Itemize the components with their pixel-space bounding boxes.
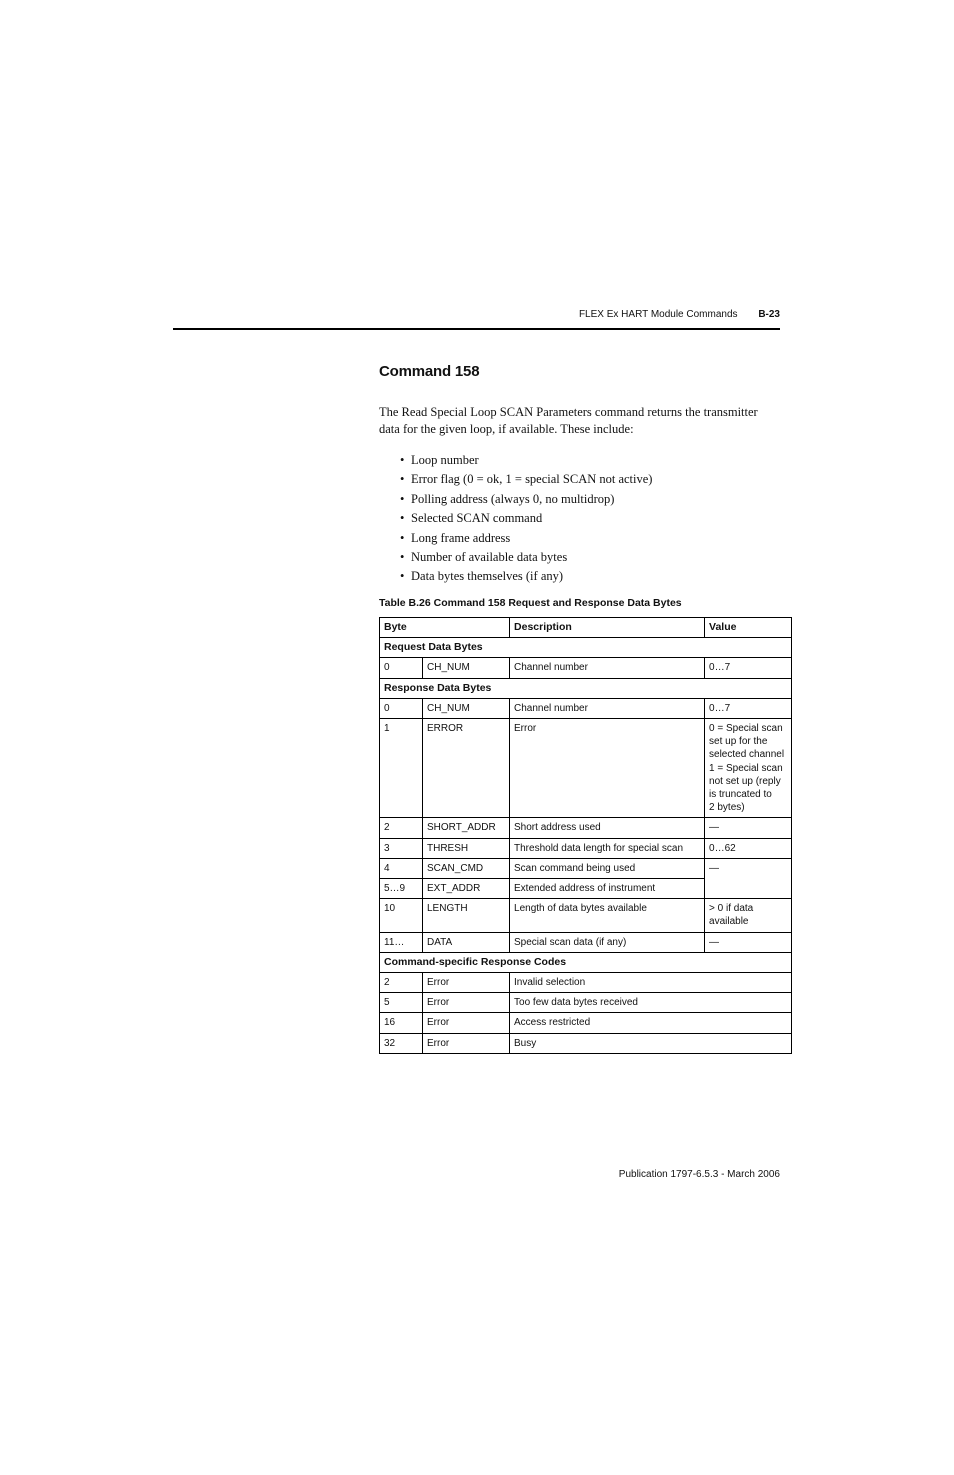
cell-name: SCAN_CMD	[423, 858, 510, 878]
value-line: available	[709, 916, 749, 928]
cell-name: CH_NUM	[423, 658, 510, 678]
cell-description: Access restricted	[510, 1013, 792, 1033]
table-row	[380, 818, 792, 838]
bullet-icon: •	[400, 530, 405, 545]
page-number: B-23	[758, 309, 780, 320]
bullet-icon: •	[400, 491, 405, 506]
cell-byte: 2	[380, 818, 423, 838]
intro-paragraph: The Read Special Loop SCAN Parameters command returns the transmitter data for the given loop, if available. These include:	[379, 405, 758, 436]
cell-value: —	[705, 818, 792, 838]
cell-name: SHORT_ADDR	[423, 818, 510, 838]
cell-description: Channel number	[510, 698, 705, 718]
cell-name: ERROR	[423, 719, 510, 818]
bullet-list	[400, 451, 652, 587]
list-item-text: Number of available data bytes	[411, 549, 568, 564]
cell-code: 2	[380, 973, 423, 993]
value-line: 0 = Special scan	[709, 723, 783, 735]
list-item	[400, 567, 652, 586]
cell-name: THRESH	[423, 838, 510, 858]
table-header-row	[380, 618, 792, 638]
cell-byte: 5…9	[380, 879, 423, 899]
header-rule	[173, 328, 780, 330]
table-row	[380, 899, 792, 932]
cell-name: DATA	[423, 932, 510, 952]
list-item-text: Loop number	[411, 453, 479, 467]
cell-byte: 4	[380, 858, 423, 878]
header-value: Value	[705, 618, 792, 638]
header-description: Description	[510, 618, 705, 638]
cell-class: Error	[423, 973, 510, 993]
list-item	[400, 490, 652, 509]
value-line: 2 bytes)	[709, 802, 745, 814]
running-head	[173, 309, 780, 329]
list-item-text: Error flag (0 = ok, 1 = special SCAN not active)	[411, 472, 653, 487]
cell-description: Busy	[510, 1033, 792, 1053]
bullet-icon: •	[400, 569, 405, 584]
cell-name: CH_NUM	[423, 698, 510, 718]
command-title: Command 158	[379, 363, 480, 380]
cell-description: Error	[510, 719, 705, 818]
cell-description: Length of data bytes available	[510, 899, 705, 932]
list-item	[400, 509, 652, 528]
section-row-response	[380, 678, 792, 698]
list-item-text: Data bytes themselves (if any)	[411, 569, 564, 584]
table-caption: Table B.26 Command 158 Request and Response Data Bytes	[379, 597, 682, 609]
section-label: Request Data Bytes	[380, 638, 792, 658]
header-byte: Byte	[380, 618, 510, 638]
cell-description: Short address used	[510, 818, 705, 838]
cell-class: Error	[423, 1033, 510, 1053]
cell-byte: 0	[380, 698, 423, 718]
table-row	[380, 698, 792, 718]
cell-class: Error	[423, 1013, 510, 1033]
cell-value: 0…62	[705, 838, 792, 858]
cell-description: Channel number	[510, 658, 705, 678]
cell-value: —	[705, 932, 792, 952]
cell-value	[705, 719, 792, 818]
value-line: set up for the	[709, 736, 768, 748]
cell-code: 5	[380, 993, 423, 1013]
cell-description: Scan command being used	[510, 858, 705, 878]
value-line: 1 = Special scan	[709, 762, 783, 774]
table-row	[380, 932, 792, 952]
value-line: not set up (reply	[709, 775, 781, 787]
bullet-icon: •	[400, 549, 405, 564]
cell-byte: 3	[380, 838, 423, 858]
cell-byte: 10	[380, 899, 423, 932]
list-item	[400, 470, 652, 489]
list-item	[400, 529, 652, 548]
list-item-text: Selected SCAN command	[411, 511, 543, 526]
bullet-icon: •	[400, 453, 405, 467]
cell-value: 0…7	[705, 698, 792, 718]
table-row	[380, 838, 792, 858]
cell-value: 0…7	[705, 658, 792, 678]
cell-description: Special scan data (if any)	[510, 932, 705, 952]
cell-description: Invalid selection	[510, 973, 792, 993]
list-item-text: Long frame address	[411, 530, 511, 545]
table-row	[380, 658, 792, 678]
cell-description: Extended address of instrument	[510, 879, 705, 899]
section-label: Command-specific Response Codes	[380, 952, 792, 972]
table-row	[380, 719, 792, 818]
section-row-codes	[380, 952, 792, 972]
cell-value	[705, 899, 792, 932]
table-row	[380, 1013, 792, 1033]
table-row	[380, 973, 792, 993]
section-label: Response Data Bytes	[380, 678, 792, 698]
cell-byte: 11…	[380, 932, 423, 952]
command-table	[379, 617, 792, 1054]
cell-code: 16	[380, 1013, 423, 1033]
table-row	[380, 993, 792, 1013]
table-row	[380, 1033, 792, 1053]
cell-name: LENGTH	[423, 899, 510, 932]
cell-class: Error	[423, 993, 510, 1013]
cell-byte: 0	[380, 658, 423, 678]
value-line: > 0 if data	[709, 903, 754, 915]
value-line: is truncated to	[709, 789, 772, 801]
value-line: selected channel	[709, 749, 785, 761]
bullet-icon: •	[400, 472, 405, 487]
table-row	[380, 858, 792, 878]
publication-footer: Publication 1797-6.5.3 - March 2006	[618, 1169, 780, 1180]
section-row-request	[380, 638, 792, 658]
cell-description: Threshold data length for special scan	[510, 838, 705, 858]
cell-code: 32	[380, 1033, 423, 1053]
cell-description: Too few data bytes received	[510, 993, 792, 1013]
bullet-icon: •	[400, 511, 405, 526]
list-item	[400, 451, 652, 470]
cell-byte: 1	[380, 719, 423, 818]
list-item-text: Polling address (always 0, no multidrop)	[411, 491, 615, 506]
cell-name: EXT_ADDR	[423, 879, 510, 899]
running-head-section: FLEX Ex HART Module Commands	[578, 309, 738, 320]
list-item	[400, 548, 652, 567]
cell-value: —	[705, 858, 792, 898]
